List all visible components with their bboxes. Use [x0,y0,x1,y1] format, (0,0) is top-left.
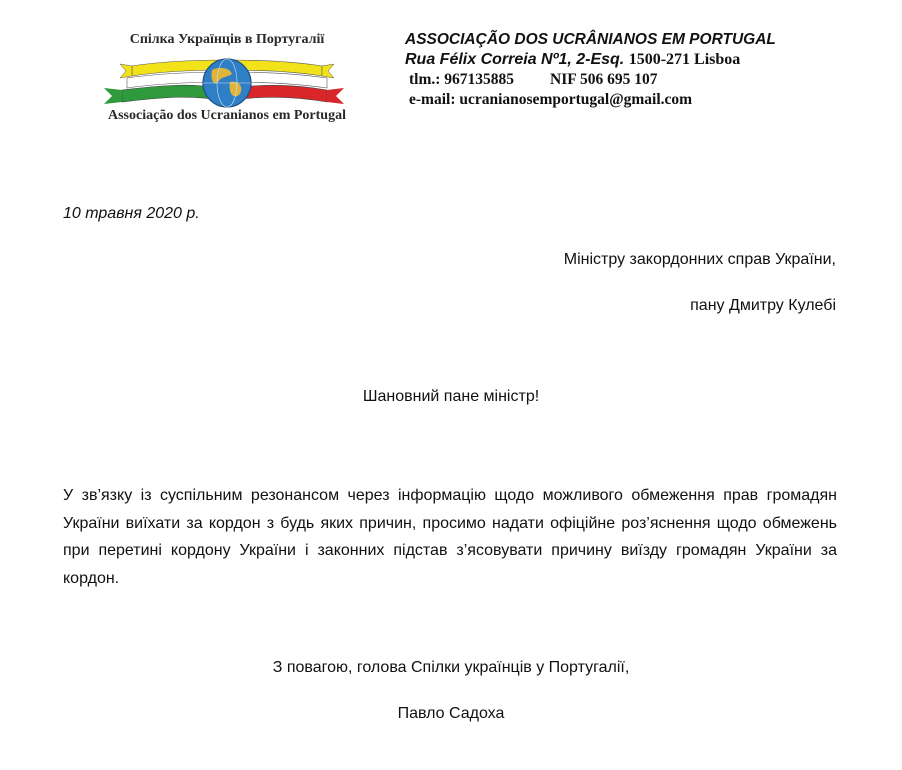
logo-top-text: Спілка Українців в Португалії [129,32,325,47]
addressee-line-2: пану Дмитру Кулебі [690,297,836,314]
letter-body: У зв’язку із суспільним резонансом через інформацію щодо можливого обмеження прав громадян України виїхати за кордон з будь яких причин, просимо надати офіційне роз’яснення щодо обмежень при перетині кордону України і законних підстав з’ясовувати причину виїзду громадян України за кордон. [63,487,837,587]
address-street: Rua Félix Correia Nº1, 2-Esq. [405,51,625,68]
logo-ribbon-top-left [120,64,132,78]
letter-date: 10 травня 2020 р. [63,205,200,222]
org-nif: NIF 506 695 107 [550,71,658,88]
signer-name: Павло Садоха [397,705,505,722]
logo-bottom-text: Associação dos Ucranianos em Portugal [108,108,346,123]
org-name: ASSOCIAÇÃO DOS UCRÂNIANOS EM PORTUGAL [405,31,776,48]
org-phone-line [405,70,776,90]
logo-ribbon-left [104,88,122,104]
org-phone: tlm.: 967135885 [409,71,515,88]
closing: З повагою, голова Спілки українців у Португалії, [272,659,630,676]
logo-ribbon-top-right [322,64,334,78]
address-city: 1500-271 Lisboa [628,51,741,68]
letterhead-contact [405,30,776,110]
org-email: e-mail: ucranianosemportugal@gmail.com [409,91,693,108]
salutation: Шановний пане міністр! [362,388,540,405]
association-logo [72,28,382,133]
addressee-line-1: Міністру закордонних справ України, [563,251,836,268]
logo-ribbon-right [327,88,344,104]
org-address [405,50,776,70]
